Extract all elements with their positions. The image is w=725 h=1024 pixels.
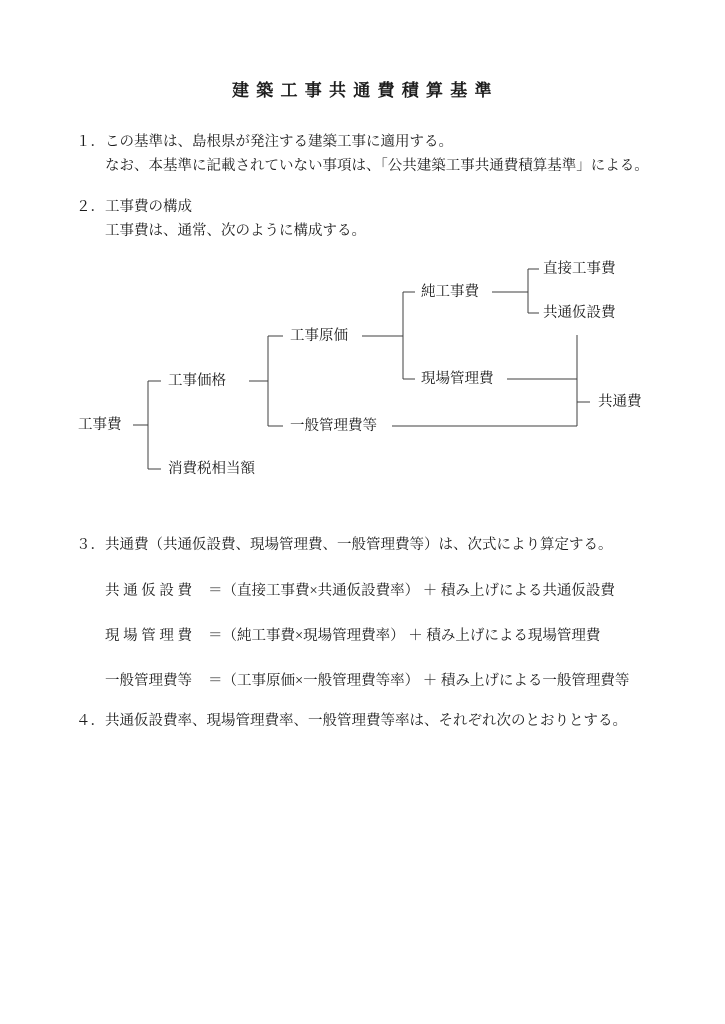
diagram-node-site-management-cost: 現場管理費: [421, 371, 494, 387]
diagram-node-construction-cost: 工事原価: [290, 328, 348, 344]
section-2: [76, 196, 366, 243]
section-1: [76, 131, 649, 178]
formula-label: 共 通 仮 設 費: [105, 583, 192, 599]
formula-common-temporary-cost: [105, 583, 615, 599]
diagram-node-total-cost: 工事費: [78, 417, 122, 433]
diagram-node-common-cost: 共通費: [598, 394, 642, 410]
formula-body: ＝（工事原価×一般管理費等率） ＋ 積み上げによる一般管理費等: [208, 673, 630, 689]
diagram-node-general-admin-cost: 一般管理費等: [290, 418, 377, 434]
formula-label: 一般管理費等: [105, 673, 192, 689]
diagram-node-construction-price: 工事価格: [168, 373, 226, 389]
diagram-connector-lines: [0, 250, 725, 490]
formula-label: 現 場 管 理 費: [105, 628, 192, 644]
section-2-line-1: ２．工事費の構成: [76, 199, 192, 215]
section-1-line-1: １．この基準は、島根県が発注する建築工事に適用する。: [76, 134, 453, 150]
diagram-node-net-construction-cost: 純工事費: [421, 284, 479, 300]
formula-site-management-cost: [105, 628, 600, 644]
section-1-line-2: なお、本基準に記載されていない事項は、「公共建築工事共通費積算基準」による。: [105, 157, 649, 174]
diagram-node-consumption-tax: 消費税相当額: [168, 461, 255, 477]
formula-body: ＝（純工事費×現場管理費率） ＋ 積み上げによる現場管理費: [208, 628, 601, 644]
formula-body: ＝（直接工事費×共通仮設費率） ＋ 積み上げによる共通仮設費: [208, 583, 615, 599]
cost-structure-diagram: [0, 250, 725, 490]
diagram-node-common-temporary-cost: 共通仮設費: [543, 305, 616, 321]
section-2-line-2: 工事費は、通常、次のように構成する。: [105, 222, 366, 239]
section-4: ４．共通仮設費率、現場管理費率、一般管理費等率は、それぞれ次のとおりとする。: [76, 713, 627, 729]
formula-general-admin-cost: [105, 673, 629, 689]
diagram-node-direct-cost: 直接工事費: [543, 261, 616, 277]
section-3: ３．共通費（共通仮設費、現場管理費、一般管理費等）は、次式により算定する。: [76, 537, 613, 553]
page-title: 建 築 工 事 共 通 費 積 算 基 準: [232, 81, 493, 100]
